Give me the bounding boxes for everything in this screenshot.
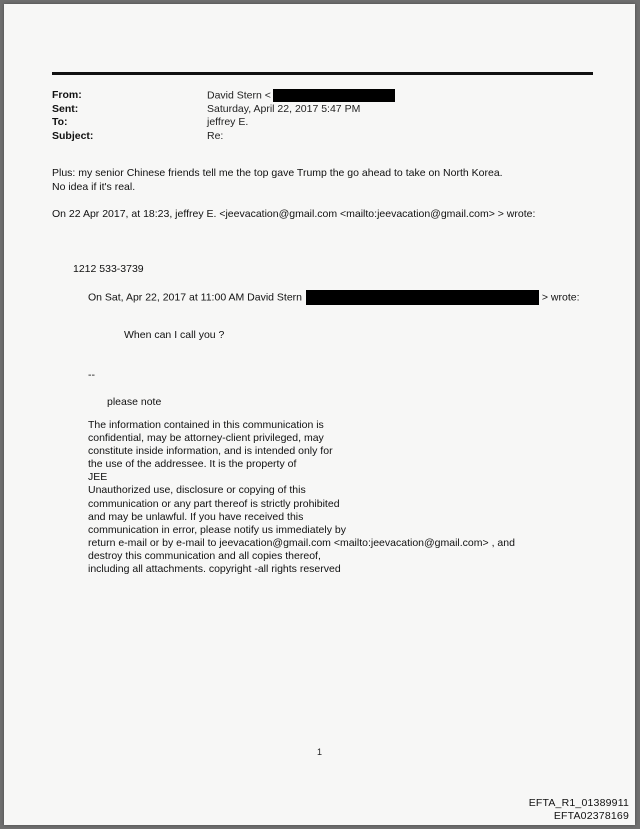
message-line-2: No idea if it's real. (52, 181, 136, 193)
message-line-1: Plus: my senior Chinese friends tell me the top gave Trump the go ahead to take on North Korea. (52, 167, 503, 179)
disclaimer-line: destroy this communication and all copies thereof, (88, 549, 321, 562)
redaction-bar (273, 89, 395, 102)
nested-intro-prefix: On Sat, Apr 22, 2017 at 11:00 AM David Stern (88, 291, 303, 304)
phone-number: 1212 533-3739 (73, 263, 144, 275)
document-page (4, 4, 635, 825)
disclaimer-line: JEE (88, 471, 108, 484)
subject-label: Subject: (52, 130, 94, 142)
disclaimer-line: return e-mail or by e-mail to jeevacation@gmail.com <mailto:jeevacation@gmail.com> , and (88, 536, 515, 549)
disclaimer-line: the use of the addressee. It is the property of (88, 458, 297, 471)
confidentiality-disclaimer (88, 419, 515, 576)
nested-quote-intro (88, 290, 580, 305)
disclaimer-line: confidential, may be attorney-client privileged, may (88, 432, 324, 445)
please-note: please note (107, 396, 162, 408)
quote-intro: On 22 Apr 2017, at 18:23, jeffrey E. <jeevacation@gmail.com <mailto:jeevacation@gmail.com> > wrote: (52, 208, 536, 220)
from-label: From: (52, 89, 82, 101)
disclaimer-line: The information contained in this communication is (88, 419, 324, 431)
to-value: jeffrey E. (207, 116, 249, 128)
disclaimer-line: constitute inside information, and is intended only for (88, 445, 333, 458)
nested-intro-suffix: > wrote: (541, 291, 580, 304)
page-number: 1 (317, 747, 323, 757)
sent-label: Sent: (52, 103, 79, 115)
bates-stamp-1: EFTA_R1_01389911 (528, 797, 629, 809)
disclaimer-line: including all attachments. copyright -all rights reserved (88, 563, 341, 576)
disclaimer-line: communication or any part thereof is strictly prohibited (88, 497, 340, 510)
nested-message: When can I call you ? (124, 329, 225, 341)
sent-value: Saturday, April 22, 2017 5:47 PM (207, 103, 361, 115)
disclaimer-line: communication in error, please notify us immediately by (88, 523, 346, 536)
disclaimer-line: and may be unlawful. If you have received this (88, 510, 304, 523)
from-value (207, 89, 395, 102)
header-rule (52, 72, 593, 75)
to-label: To: (52, 116, 68, 128)
signature-separator: -- (88, 369, 95, 381)
disclaimer-line: Unauthorized use, disclosure or copying of this (88, 484, 306, 497)
from-name: David Stern < (207, 89, 271, 102)
bates-stamp-2: EFTA02378169 (553, 810, 629, 822)
redaction-bar (306, 290, 539, 305)
subject-value: Re: (207, 130, 224, 142)
